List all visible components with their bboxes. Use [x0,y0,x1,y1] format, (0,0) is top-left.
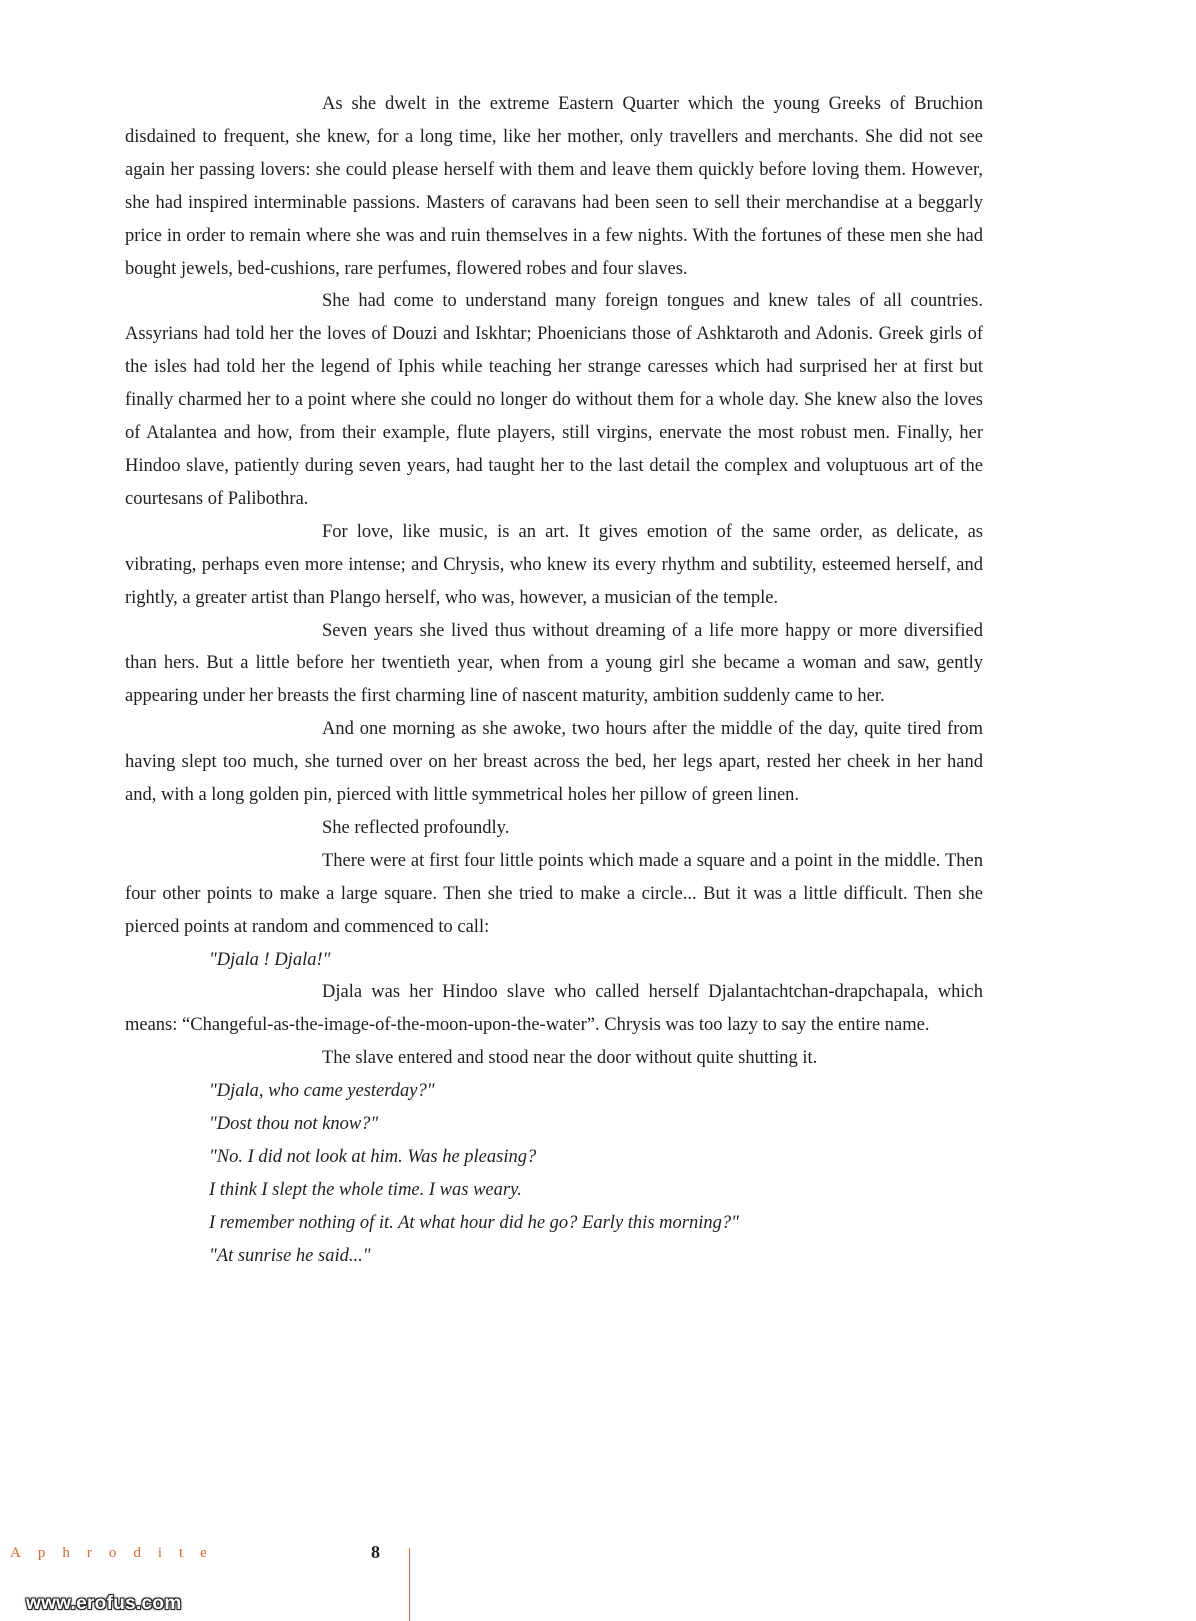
footer-divider [409,1548,410,1621]
running-footer-title: Aphrodite [10,1545,224,1561]
dialog-line: "Djala ! Djala!" [209,949,331,970]
paragraph: Seven years she lived thus without dreaming of a life more happy or more diversified than hers. But a little before her twentieth year, when from a young girl she became a woman and saw, gently appearing under her breasts the first charming line of nascent maturity, ambition suddenly came to her. [125,620,983,707]
dialog-line: "No. I did not look at him. Was he pleasing? [209,1147,537,1167]
dialog-line: "At sunrise he said..." [209,1245,371,1266]
paragraph: For love, like music, is an art. It gives emotion of the same order, as delicate, as vibrating, perhaps even more intense; and Chrysis, who knew its every rhythm and subtility, esteemed herself, and rightly, a greater artist than Plango herself, who was, however, a musician of the temple. [125,521,983,608]
paragraph: She reflected profoundly. [322,817,510,838]
dialog-line: I think I slept the whole time. I was weary. [209,1179,522,1200]
page-body [125,88,983,1273]
dialog-line: "Djala, who came yesterday?" [209,1081,435,1102]
paragraph: She had come to understand many foreign tongues and knew tales of all countries. Assyrians had told her the loves of Douzi and Iskhtar; Phoenicians those of Ashktaroth and Adonis. Greek girls of the isles had told her the legend of Iphis while teaching her strange caresses which had surprised her at first but finally charmed her to a point where she could no longer do without them for a whole day. She knew also the loves of Atalantea and how, from their example, flute players, still virgins, enervate the most robust men. Finally, her Hindoo slave, patiently during seven years, had taught her to the last detail the complex and voluptuous art of the courtesans of Palibothra. [125,291,983,509]
paragraph: There were at first four little points which made a square and a point in the middle. Then four other points to make a large square. Then she tried to make a circle... But it was a little difficult. Then she pierced points at random and commenced to call: [125,850,983,937]
paragraph: As she dwelt in the extreme Eastern Quarter which the young Greeks of Bruchion disdained to frequent, she knew, for a long time, like her mother, only travellers and merchants. She did not see again her passing lovers: she could please herself with them and leave them quickly before loving them. However, she had inspired interminable passions. Masters of caravans had been seen to sell their merchandise at a beggarly price in order to remain where she was and ruin themselves in a few nights. With the fortunes of these men she had bought jewels, bed-cushions, rare perfumes, flowered robes and four slaves. [125,94,983,279]
dialog-line: I remember nothing of it. At what hour did he go? Early this morning?" [209,1212,739,1233]
watermark: www.erofus.com [26,1593,182,1614]
paragraph: Djala was her Hindoo slave who called herself Djalantachtchan-drapchapala, which means: “Changeful-as-the-image-of-the-moon-upon-the-water”. Chrysis was too lazy to say the entire name. [125,982,983,1036]
paragraph: The slave entered and stood near the door without quite shutting it. [322,1048,818,1069]
paragraph: And one morning as she awoke, two hours after the middle of the day, quite tired from having slept too much, she turned over on her breast across the bed, her legs apart, rested her cheek in her hand and, with a long golden pin, pierced with little symmetrical holes her pillow of green linen. [125,719,983,806]
page-number: 8 [371,1542,380,1562]
dialog-line: "Dost thou not know?" [209,1114,379,1135]
